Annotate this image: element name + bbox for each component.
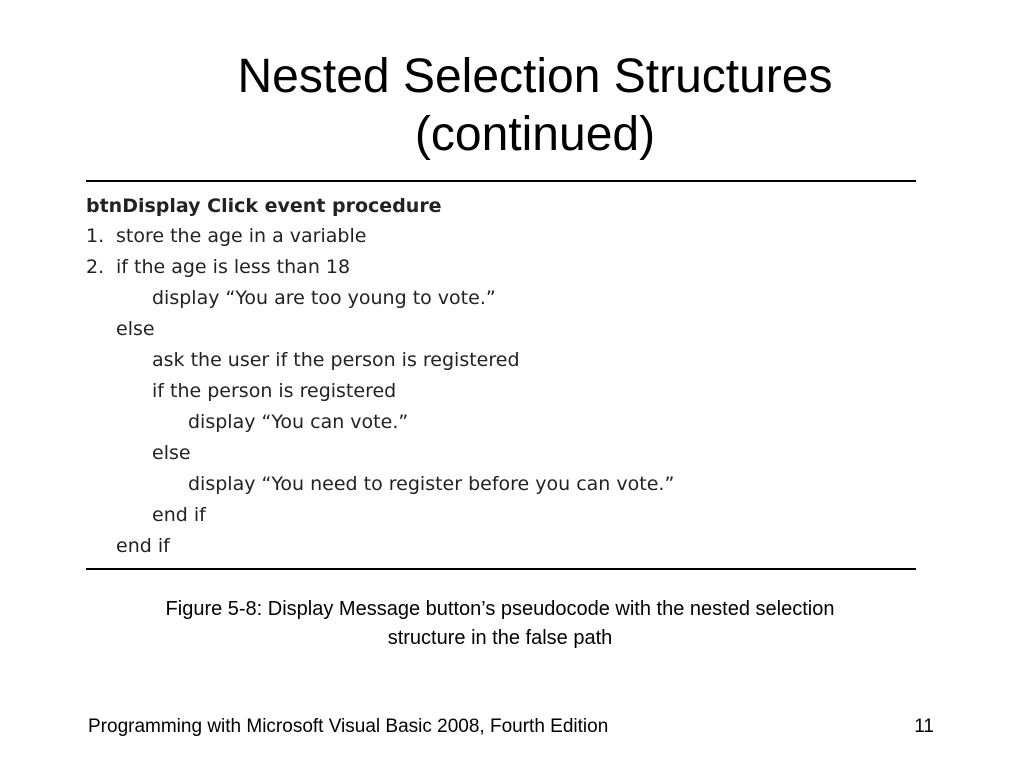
- slide-title-line1: Nested Selection Structures: [237, 50, 833, 103]
- code-line-text: if the person is registered: [152, 380, 397, 402]
- code-line-number: 1.: [86, 225, 105, 247]
- figure-caption-line1: Figure 5-8: Display Message button’s pseudocode with the nested selection: [165, 598, 835, 620]
- code-line-8: [152, 441, 191, 465]
- figure-top-rule: [86, 180, 916, 182]
- figure-caption-line2: structure in the false path: [387, 627, 613, 649]
- code-line-text: else: [116, 318, 155, 340]
- figure-bottom-rule: [86, 568, 916, 570]
- code-line-2: [86, 255, 350, 279]
- code-line-6: [152, 379, 396, 403]
- code-line-number: 2.: [86, 256, 105, 278]
- code-line-text: display “You can vote.”: [188, 411, 409, 433]
- page-number: 11: [914, 716, 934, 737]
- code-line-5: [152, 348, 520, 372]
- code-line-text: end if: [152, 504, 206, 526]
- code-line-10: [152, 503, 206, 527]
- slide-title: [120, 48, 950, 164]
- code-line-7: [188, 410, 408, 434]
- code-line-text: store the age in a variable: [116, 225, 367, 247]
- code-line-3: [152, 286, 496, 310]
- pseudocode-figure: [86, 192, 916, 562]
- code-line-text: if the age is less than 18: [116, 256, 351, 278]
- code-line-text: else: [152, 442, 191, 464]
- code-line-1: [86, 224, 366, 248]
- slide-title-line2: (continued): [414, 108, 656, 161]
- code-line-9: [188, 472, 674, 496]
- code-line-text: ask the user if the person is registered: [152, 349, 520, 371]
- code-line-text: end if: [116, 535, 170, 557]
- code-line-11: [116, 534, 170, 558]
- figure-heading: btnDisplay Click event procedure: [86, 195, 442, 217]
- figure-caption: [40, 595, 960, 653]
- code-line-text: display “You need to register before you can vote.”: [188, 473, 675, 495]
- code-line-text: display “You are too young to vote.”: [152, 287, 496, 309]
- code-line-4: [116, 317, 155, 341]
- footer-book-title: Programming with Microsoft Visual Basic 2008, Fourth Edition: [88, 716, 609, 737]
